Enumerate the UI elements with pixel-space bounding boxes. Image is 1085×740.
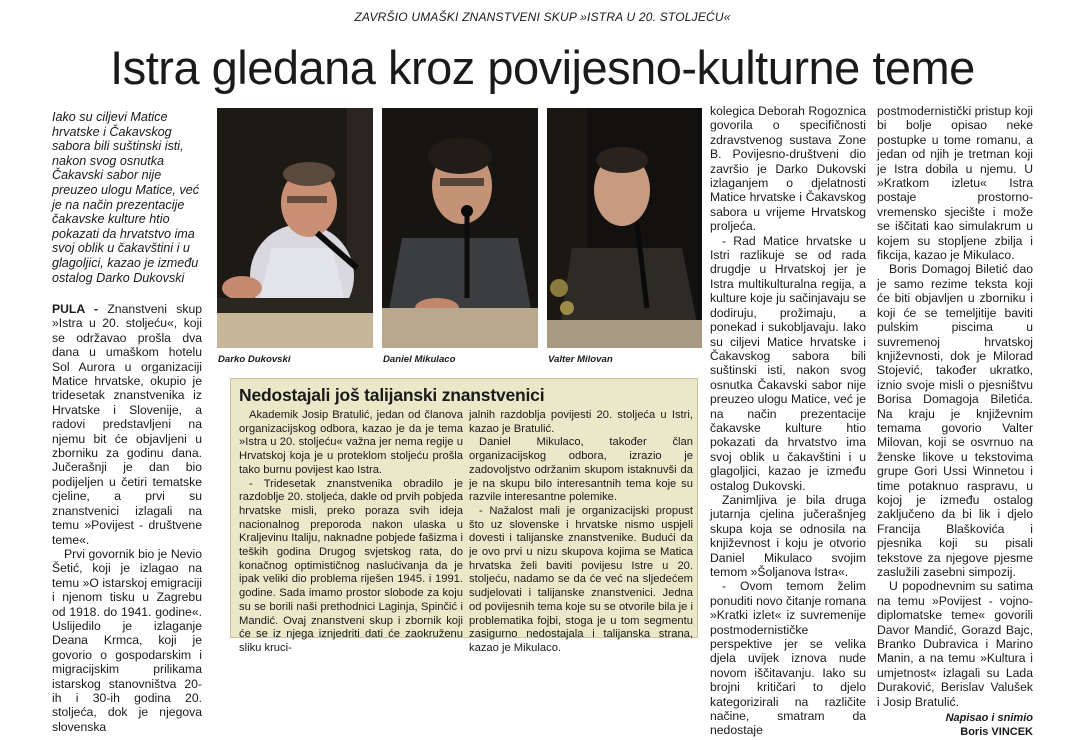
photo-daniel-mikulaco [382,108,538,348]
paragraph: - Rad Matice hrvatske u Istri razlikuje se od rada drugdje u Hrvatskoj jer je Istra multikulturalna regija, a kulture koje ju sačinjavaju se dodiruju, prožimaju, a ponekad i sukobljavaju. Iako su ciljevi Matice hrvatske i Čakavskog sabora bili suštinski isti, nakon svog osnutka Čakavski sabor nije preuzeo ulogu Matice, već je na način prezentacije čakavske kulture htio pokazati da hrvatstvo ima svoj oblik u čakavštini i u glagoljici, kazao je između ostalog Dukovski. [710,233,866,493]
box-title: Nedostajali još talijanski znanstvenici [239,385,545,405]
paragraph: postmodernistički pristup koji bi bolje opisao neke postupke u tome romanu, a jedan od njih je tretman koji je Istra dobila u njemu. U »Kratkom izletu« Istra postaje prostorno-vremensko sjecište i može se iščitati kao simulakrum u kojem su stopljene zbilja i fikcija, kazao je Mikulaco. [877,104,1033,263]
sidebar-box [230,378,698,654]
signature-author: Boris VINCEK [960,726,1033,739]
headline: Istra gledana kroz povijesno-kulturne teme [110,41,975,94]
column-1 [52,302,202,734]
paragraph: Zanimljiva je bila druga jutarnja cjelina jučerašnjeg skupa koja se odnosila na književnost i koju je otvorio Daniel Mikulaco svojim temom »Šoljanova Istra«. [710,492,866,579]
paragraph: - Nažalost mali je organizacijski propust što uz slovenske i hrvatske nismo uspjeli dovesti i talijanske znanstvenike. Budući da je ovo prvi u nizu skupova kojima se Matica hrvatska želi baviti povijesu Istre u 20. stoljeću, nadamo se da će već na sljedećem sudjelovati i talijanske znanstvenici. Jedna od povijesnih tema koje su se otvorile bila je i problematika fojbi, stoga je u tom segmentu zasigurno nedostajala i talijanska strana, kazao je Mikulaco. [469,504,693,654]
photo-caption: Daniel Mikulaco [383,354,456,365]
dateline: PULA - [52,302,108,316]
paragraph: Daniel Mikulaco, također član organizacijskog odbora, izrazio je zadovoljstvo održanim skupom istaknuvši da je na skupu bilo interesantnih tema koje su razvile interesantne polemike. [469,436,693,504]
paragraph: kolegica Deborah Rogoznica govorila o specifičnosti zdravstvenog sustava Zone B. Povijesno-društveni dio završio je Darko Dukovski izlaganjem o djelatnosti Matice hrvatske i Čakavskog sabora u vrijeme Hrvatskog proljeća. [710,104,866,234]
box-column-left [239,409,463,656]
column-4 [710,104,866,738]
paragraph: - Tridesetak znanstvenika obradilo je razdoblje 20. stoljeća, dakle od prvih pobjeda hrvatske misli, preko poraza svih ideja nacionalnog preporoda nakon ulaska u Kraljevinu Italiju, naknadne pobjede fašizma i teških godina Drugog svjetskog rata, do konačnog optimističnog naslućivanja da je ipak veliki dio problema riješen 1945. i 1991. godine. Sada imamo prostor slobode za koju su se borili naši prethodnici Laginja, Spinčić i Mandić. Ovaj znanstveni skup i zbornik koji će se iz njega iznjedriti dati će zaokruženu sliku kruci- [239,477,463,654]
paragraph: - Ovom temom želim ponuditi novo čitanje romana »Kratki izlet« iz suvremenije postmodernističke perspektive jer se velika djela uvijek iznova nude novom iščitavanju. Iako su brojni kritičari to djelo kategorizirali na različite načine, smatram da nedostaje [710,579,866,738]
paragraph: jalnih razdoblja povijesti 20. stoljeća u Istri, kazao je Bratulić. [469,409,693,435]
photo-caption: Valter Milovan [548,354,613,365]
lede: Iako su ciljevi Matice hrvatske i Čakavskog sabora bili suštinski isti, nakon svog osnutka Čakavski sabor nije preuzeo ulogu Matice, već je na način prezentacije čakavske kulture htio pokazati da hrvatstvo ima svoj oblik u čakavštini i u glagoljici, kazao je između ostalog Darko Dukovski [52,110,200,285]
paragraph: Znanstveni skup »Istra u 20. stoljeću«, koji se održavao prošla dva dana u umaškom hotelu Sol Aurora u organizaciji Matice hrvatske, okupio je tridesetak znanstvenika iz Hrvatske i Slovenije, a radovi predstavljeni na njemu bit će objavljeni u zborniku za godinu dana. Jučerašnji je dan bio podijeljen u četiri tematske cjeline, a prvi su znanstvenici izlagali na temu »Povijest - društvene teme«. [52,302,203,547]
paragraph: U popodnevnim su satima na temu »Povijest - vojno-diplomatske teme« govorili Davor Mandić, Gorazd Bajc, Branko Dubravica i Marino Manin, a na temu »Kultura i umjetnost« izlagali su Lada Duraković, Berislav Valušek i Josip Bratulić. [877,579,1033,709]
column-5 [877,104,1033,740]
kicker: ZAVRŠIO UMAŠKI ZNANSTVENI SKUP »ISTRA U 20. STOLJEĆU« [354,10,731,24]
paragraph: Prvi govornik bio je Nevio Šetić, koji je izlagao na temu »O istarskoj emigraciji i njenom tisku u Zagrebu od 1918. do 1941. godine«. Uslijedilo je izlaganje Deana Krmca, koji je govorio o gospodarskim i migracijskim prilikama istarskog stanovništva 20-ih i 30-ih godina 20. stoljeća, dok je njegova slovenska [52,546,202,734]
photo-darko-dukovski [217,108,373,348]
signature-credit: Napisao i snimio [945,712,1033,725]
paragraph: Boris Domagoj Biletić dao je samo rezime teksta koji će biti objavljen u zborniku i koji će se temeljitije baviti pulskim piscima u suvremenoj hrvatskoj književnosti, dok je Milorad Stojević, također ukratko, iznio svoje misli o pjesništvu Borisa Domagoja Biletića. Na kraju je književnim temama govorio Valter Milovan, koji se osvrnuo na ženske likove u tekstovima grupe Gori Ussi Winnetou i time potaknuo raspravu, u kojoj je između ostalog zaključeno da bi lik i djelo Francija Blaškovića i pjesnika koji su pisali tekstove za njegove pjesme zaslužili zasebni simpozij. [877,262,1033,579]
photo-valter-milovan [547,108,702,348]
box-column-right [469,409,693,656]
photo-caption: Darko Dukovski [218,354,291,365]
paragraph: Akademik Josip Bratulić, jedan od članova organizacijskog odbora, kazao je da je tema »Istra u 20. stoljeću« važna jer nema regije u Hrvatskoj koja je u proteklom stoljeću prošla tako burnu povijest kao Istra. [239,409,463,476]
